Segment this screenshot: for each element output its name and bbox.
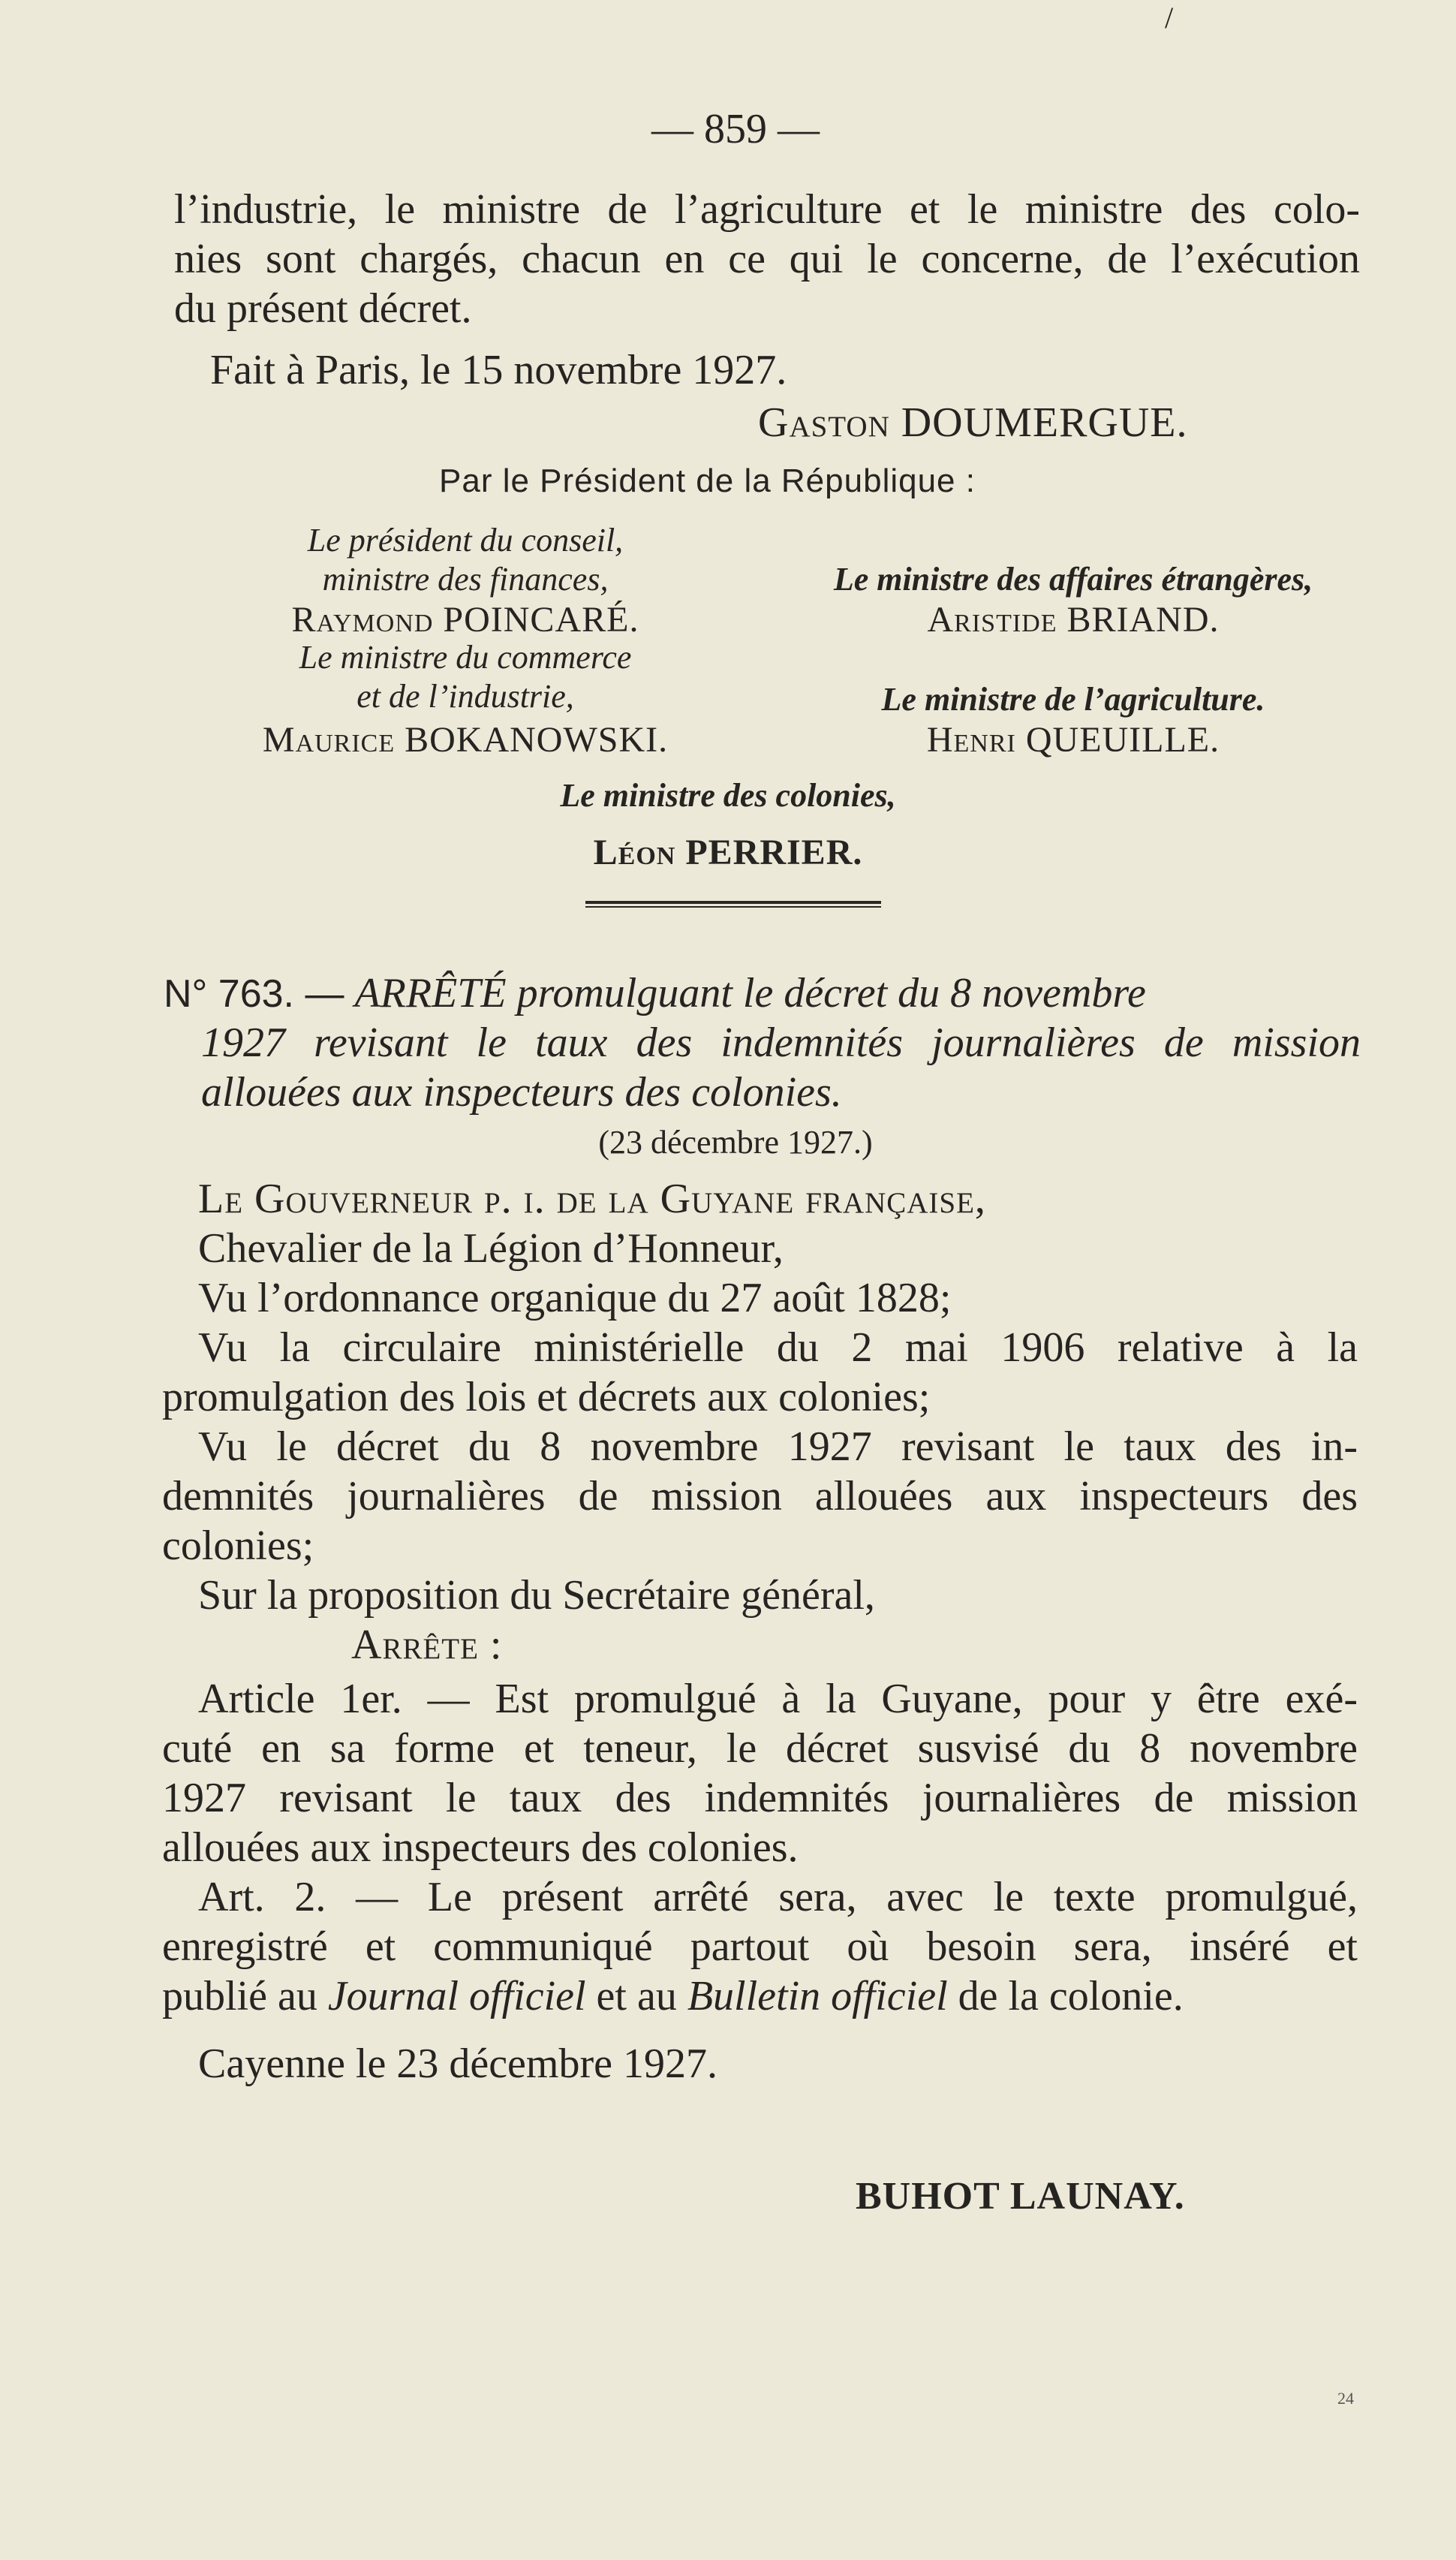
body-line-arrete: Arrête : (351, 1622, 503, 1668)
bulletin-officiel: Bulletin officiel (687, 1973, 948, 2019)
sig-left-1-role2: ministre des finances, (322, 561, 609, 598)
sig-left-2-name: Maurice BOKANOWSKI. (262, 720, 669, 760)
arrete-title-line-3: allouées aux inspecteurs des colonies. (201, 1069, 842, 1116)
body-line-enregistre: enregistré et communiqué partout où besoin sera, inséré et (162, 1923, 1358, 1970)
sig-right-1-name: Aristide BRIAND. (927, 600, 1220, 640)
signature-buhot-launay: BUHOT LAUNAY. (856, 2175, 1185, 2218)
body-line-article1: Article 1er. — Est promulgué à la Guyane, pour y être exé- (198, 1676, 1358, 1722)
body-line-colonies: colonies; (162, 1522, 314, 1569)
intro-line-1: l’industrie, le ministre de l’agriculture et le ministre des colo- (174, 186, 1360, 233)
body-line-gouverneur: Le Gouverneur p. i. de la Guyane française, (198, 1176, 986, 1222)
body-line-vu-ordonnance: Vu l’ordonnance organique du 27 août 1828; (198, 1275, 952, 1321)
sig-left-1-role: Le président du conseil, (307, 522, 624, 559)
sig-right-2-role: Le ministre de l’agriculture. (881, 681, 1265, 718)
publie-text-b: et au (585, 1973, 687, 2019)
publie-text-a: publié au (162, 1973, 328, 2019)
sig-center-role: Le ministre des colonies, (560, 777, 896, 814)
sig-right-1-role: Le ministre des affaires étrangères, (833, 561, 1313, 598)
body-line-art2: Art. 2. — Le présent arrêté sera, avec le texte promulgué, (198, 1874, 1358, 1920)
body-line-promulgation: promulgation des lois et décrets aux colonies; (162, 1374, 931, 1420)
page-number: — 859 — (651, 106, 820, 152)
sig-left-2-role2: et de l’industrie, (356, 678, 574, 715)
place-date: Cayenne le 23 décembre 1927. (198, 2040, 717, 2087)
body-line-vu-circulaire: Vu la circulaire ministérielle du 2 mai 1906 relative à la (198, 1324, 1358, 1371)
signed-at: Fait à Paris, le 15 novembre 1927. (210, 347, 787, 393)
sig-left-2-role: Le ministre du commerce (299, 639, 632, 676)
par-le-president: Par le Président de la République : (439, 462, 976, 499)
top-mark: / (1165, 1, 1174, 35)
arrete-title-line-2: 1927 revisant le taux des indemnités journalières de mission (201, 1019, 1361, 1066)
body-line-publie (162, 1971, 1184, 2021)
arrete-date: (23 décembre 1927.) (598, 1124, 873, 1161)
sig-center-name: Léon PERRIER. (593, 833, 863, 872)
separator-rule (585, 901, 881, 908)
body-line-proposition: Sur la proposition du Secrétaire général, (198, 1572, 875, 1619)
arrete-title-line-1 (164, 968, 1364, 1019)
publie-text-c: de la colonie. (947, 1973, 1184, 2019)
president-name: Gaston DOUMERGUE. (758, 399, 1188, 446)
intro-line-3: du présent décret. (174, 285, 472, 332)
body-line-chevalier: Chevalier de la Légion d’Honneur, (198, 1225, 784, 1272)
sig-right-2-name: Henri QUEUILLE. (926, 720, 1220, 760)
body-line-cute: cuté en sa forme et teneur, le décret susvisé du 8 novembre (162, 1725, 1358, 1772)
journal-officiel: Journal officiel (327, 1973, 586, 2019)
intro-line-2: nies sont chargés, chacun en ce qui le concerne, de l’exécution (174, 236, 1360, 282)
body-line-1927-revisant: 1927 revisant le taux des indemnités journalières de mission (162, 1775, 1358, 1821)
arrete-number: N° 763. — (164, 972, 344, 1016)
body-line-demnites: demnités journalières de mission allouées aux inspecteurs des (162, 1473, 1358, 1519)
body-line-allouees: allouées aux inspecteurs des colonies. (162, 1824, 799, 1871)
body-line-vu-decret: Vu le décret du 8 novembre 1927 revisant le taux des in- (198, 1423, 1358, 1470)
arrete-title-1: ARRÊTÉ promulguant le décret du 8 novembre (354, 970, 1146, 1016)
sig-left-1-name: Raymond POINCARÉ. (291, 600, 639, 640)
corner-mark: 24 (1337, 2389, 1354, 2408)
